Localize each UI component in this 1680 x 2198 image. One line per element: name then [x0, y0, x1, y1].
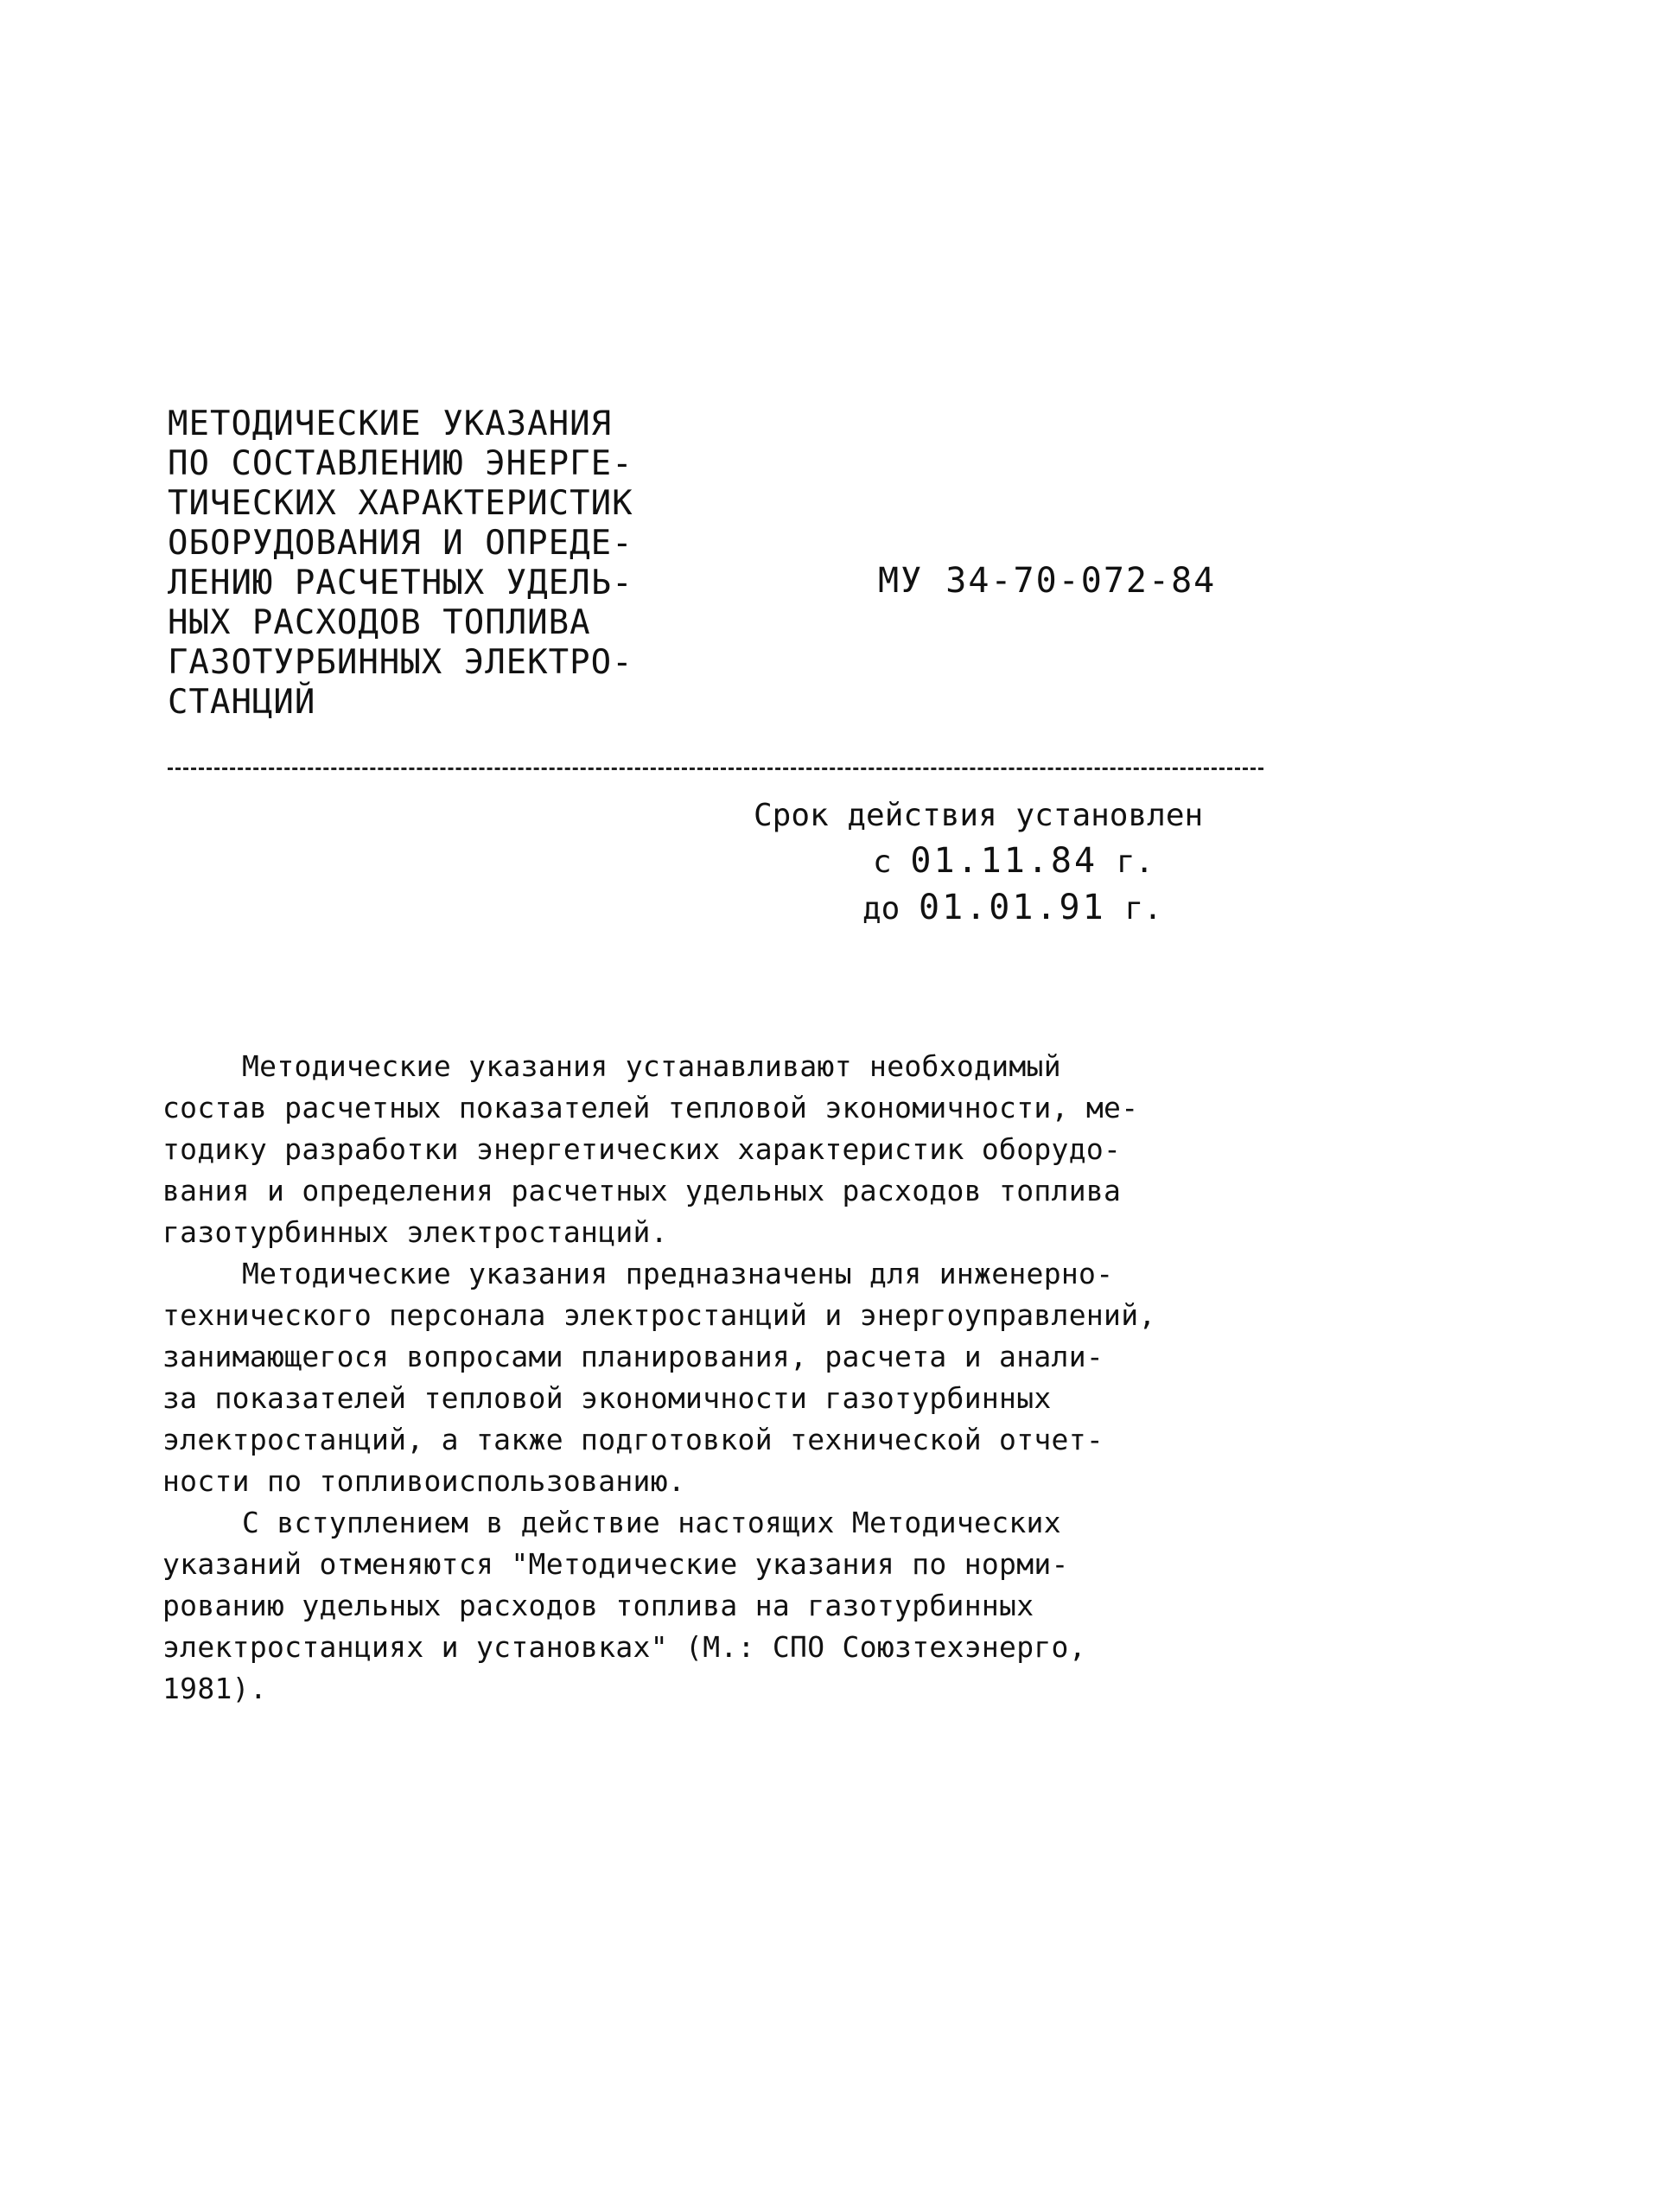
title-line: СТАНЦИЙ	[168, 683, 316, 722]
validity-to-date: 01.01.91	[919, 888, 1106, 927]
validity-from-suffix: г.	[1116, 844, 1155, 880]
paragraph-supersedes	[162, 1502, 1277, 1710]
title-divider	[168, 768, 1263, 770]
text-line: рованию удельных расходов топлива на газотурбинных	[162, 1589, 1034, 1622]
body-text	[162, 1046, 1277, 1710]
validity-to	[754, 885, 1238, 932]
text-line: С вступлением в действие настоящих Методических	[242, 1506, 1061, 1539]
title-line: ПО СОСТАВЛЕНИЮ ЭНЕРГЕ-	[168, 444, 633, 483]
validity-to-suffix: г.	[1124, 891, 1162, 927]
validity-from-prefix: с	[873, 844, 892, 880]
text-line: вания и определения расчетных удельных расходов топлива	[162, 1174, 1122, 1207]
text-line: Методические указания устанавливают необходимый	[242, 1049, 1061, 1083]
paragraph-purpose	[162, 1046, 1277, 1253]
text-line: электростанциях и установках" (М.: СПО Союзтехэнерго,	[162, 1630, 1086, 1664]
validity-period	[754, 793, 1238, 932]
validity-from	[754, 838, 1238, 885]
title-line: ЛЕНИЮ РАСЧЕТНЫХ УДЕЛЬ-	[168, 564, 633, 602]
validity-to-prefix: до	[862, 891, 900, 927]
text-line: Методические указания предназначены для инженерно-	[242, 1257, 1114, 1290]
paragraph-audience	[162, 1253, 1277, 1502]
title-line: МЕТОДИЧЕСКИЕ УКАЗАНИЯ	[168, 405, 613, 443]
validity-from-date: 01.11.84	[910, 841, 1098, 881]
document-title	[168, 405, 773, 723]
title-line: ОБОРУДОВАНИЯ И ОПРЕДЕ-	[168, 524, 633, 563]
text-line: 1981).	[162, 1672, 268, 1705]
text-line: занимающегося вопросами планирования, расчета и анали-	[162, 1340, 1104, 1373]
title-line: ГАЗОТУРБИННЫХ ЭЛЕКТРО-	[168, 643, 633, 682]
text-line: указаний отменяются "Методические указания по норми-	[162, 1547, 1069, 1581]
text-line: ности по топливоиспользованию.	[162, 1464, 686, 1498]
text-line: тодику разработки энергетических характеристик оборудо-	[162, 1132, 1122, 1166]
text-line: за показателей тепловой экономичности газотурбинных	[162, 1381, 1052, 1415]
title-line: НЫХ РАСХОДОВ ТОПЛИВА	[168, 603, 591, 642]
title-line: ТИЧЕСКИХ ХАРАКТЕРИСТИК	[168, 484, 633, 523]
text-line: электростанций, а также подготовкой технической отчет-	[162, 1423, 1104, 1456]
document-code: МУ 34-70-072-84	[878, 561, 1217, 601]
text-line: газотурбинных электростанций.	[162, 1215, 668, 1249]
text-line: технического персонала электростанций и энергоуправлений,	[162, 1298, 1156, 1332]
validity-label: Срок действия установлен	[754, 798, 1204, 833]
text-line: состав расчетных показателей тепловой экономичности, ме-	[162, 1091, 1139, 1124]
